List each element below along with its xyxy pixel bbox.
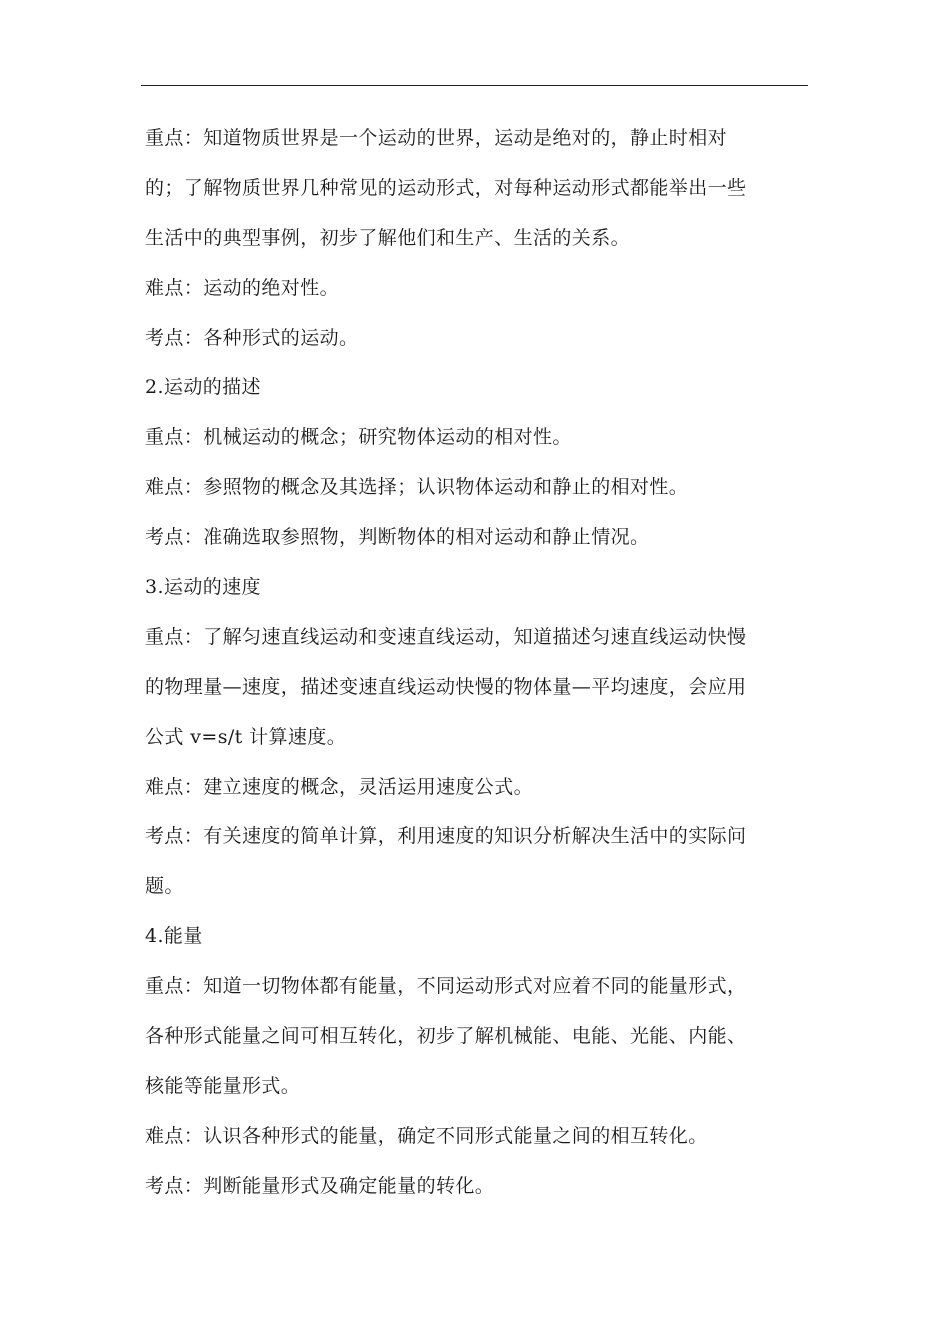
text-line: 考点：各种形式的运动。 — [145, 326, 359, 349]
section-heading: 4.能量 — [145, 925, 203, 948]
text-line: 生活中的典型事例，初步了解他们和生产、生活的关系。 — [145, 226, 631, 249]
section-heading: 3.运动的速度 — [145, 576, 261, 599]
text-line: 各种形式能量之间可相互转化，初步了解机械能、电能、光能、内能、 — [145, 1025, 747, 1048]
text-line: 核能等能量形式。 — [145, 1074, 301, 1097]
header-rule — [141, 85, 808, 86]
text-line: 考点：准确选取参照物，判断物体的相对运动和静止情况。 — [145, 526, 650, 549]
text-line: 考点：有关速度的简单计算，利用速度的知识分析解决生活中的实际问 — [145, 825, 747, 848]
text-line: 重点：了解匀速直线运动和变速直线运动，知道描述匀速直线运动快慢 — [145, 625, 747, 648]
text-line: 重点：知道物质世界是一个运动的世界，运动是绝对的，静止时相对 — [145, 127, 728, 149]
text-line: 重点：机械运动的概念；研究物体运动的相对性。 — [145, 426, 572, 449]
section-heading: 2.运动的描述 — [145, 376, 261, 399]
text-line: 的；了解物质世界几种常见的运动形式，对每种运动形式都能举出一些 — [145, 176, 747, 199]
text-line: 的物理量—速度，描述变速直线运动快慢的物体量—平均速度，会应用 — [145, 675, 747, 698]
text-line: 难点：认识各种形式的能量，确定不同形式能量之间的相互转化。 — [145, 1124, 708, 1147]
text-line: 考点：判断能量形式及确定能量的转化。 — [145, 1174, 495, 1197]
document-body — [145, 114, 795, 1212]
text-line: 题。 — [145, 875, 184, 898]
text-line: 重点：知道一切物体都有能量，不同运动形式对应着不同的能量形式， — [145, 975, 747, 998]
text-line: 难点：参照物的概念及其选择；认识物体运动和静止的相对性。 — [145, 476, 689, 499]
text-line: 难点：运动的绝对性。 — [145, 276, 340, 299]
text-line: 难点：建立速度的概念，灵活运用速度公式。 — [145, 775, 534, 798]
text-line: 公式 v=s/t 计算速度。 — [145, 725, 347, 748]
